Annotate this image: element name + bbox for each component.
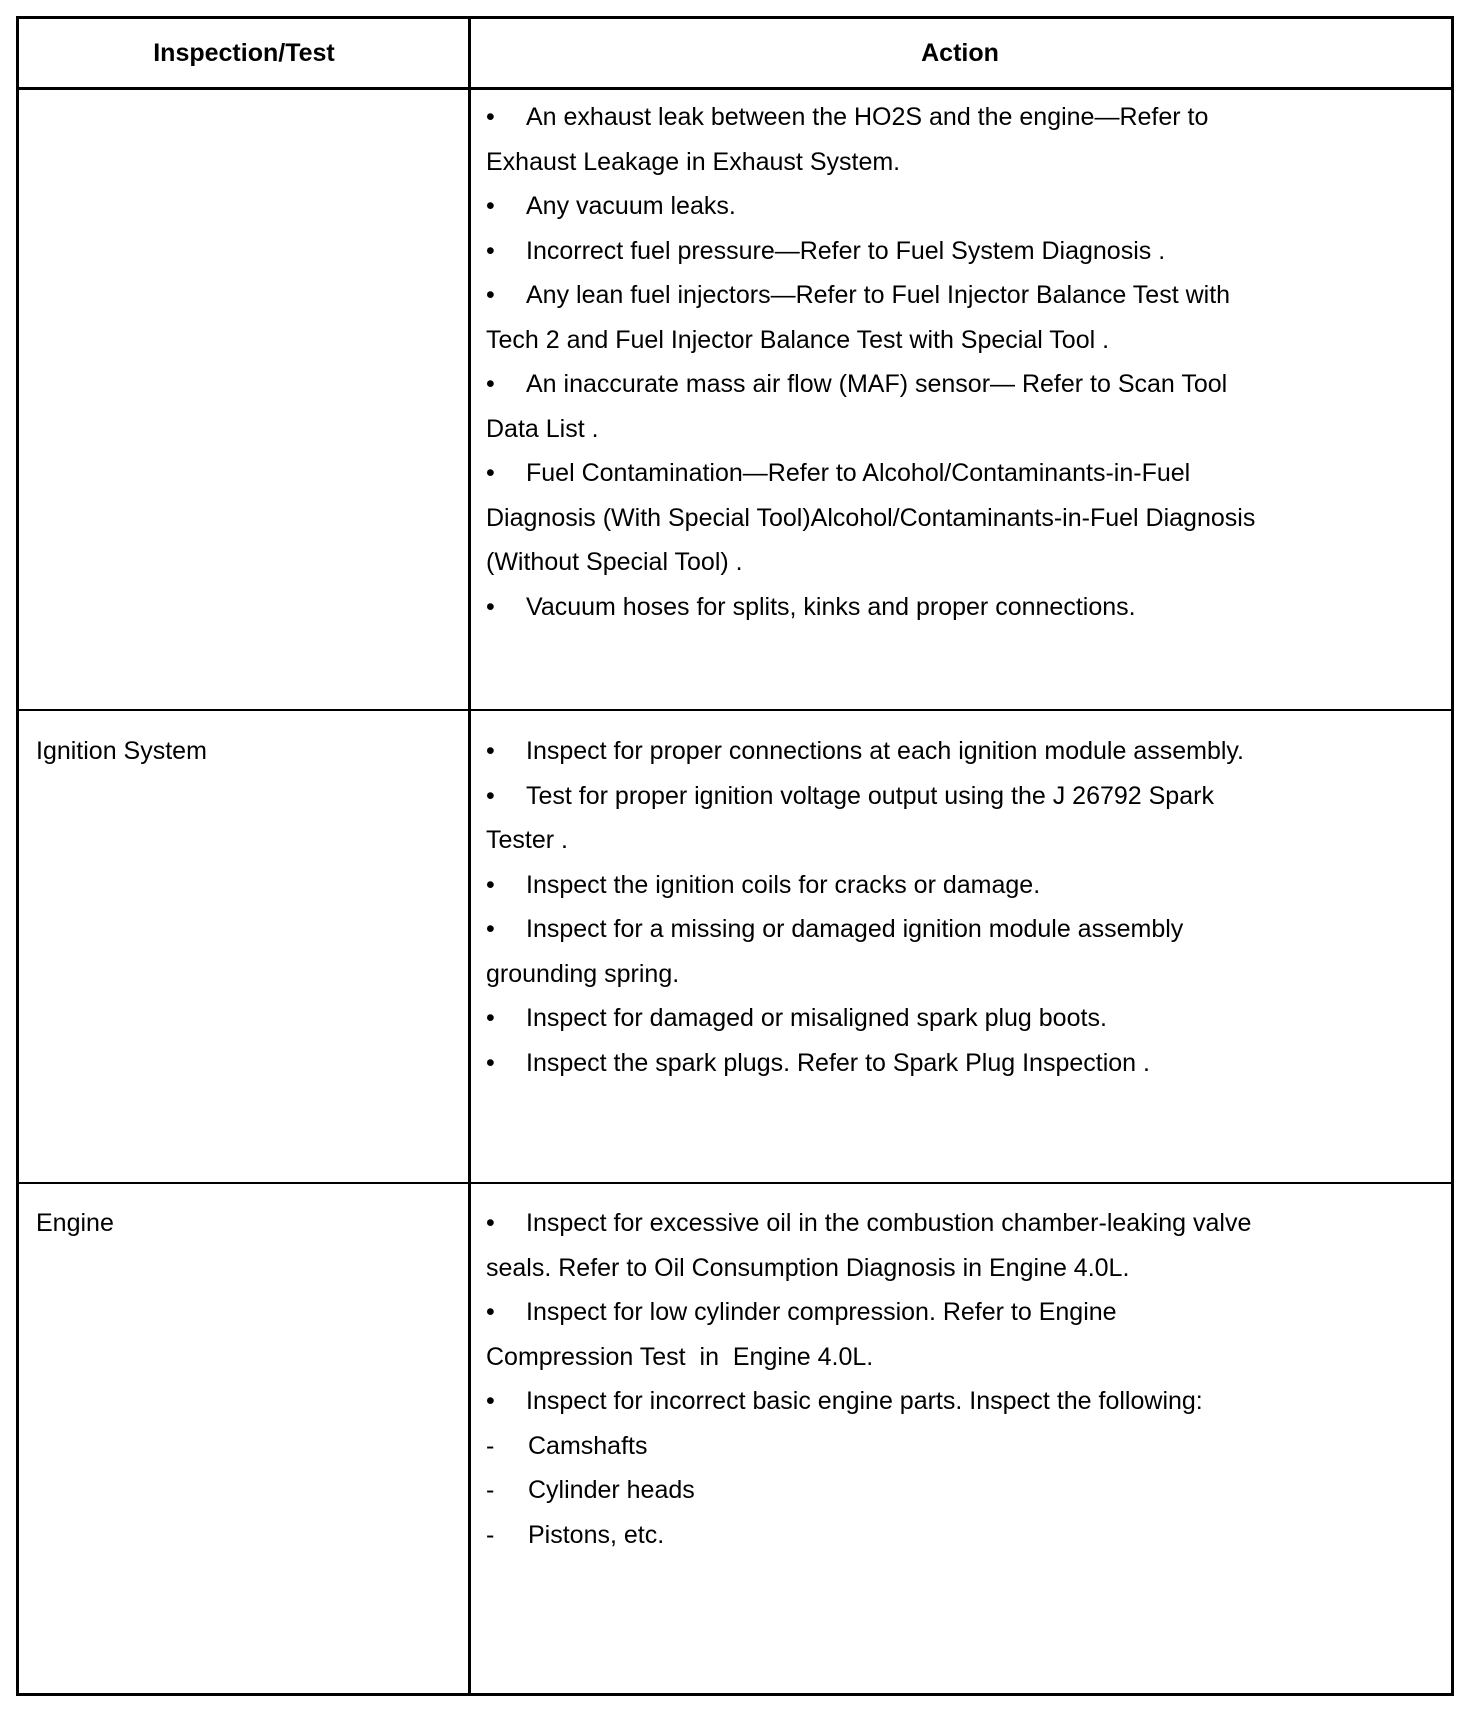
- dash-mark: -: [486, 1431, 495, 1460]
- bullet-mark: •: [486, 870, 495, 899]
- bullet-mark: •: [486, 915, 495, 943]
- action-line: • An exhaust leak between the HO2S and the engine—Refer to: [486, 95, 1386, 140]
- action-line: • Inspect the ignition coils for cracks or damage.: [486, 863, 1386, 908]
- action-line: (Without Special Tool) .: [486, 548, 743, 576]
- action-line: Diagnosis (With Special Tool)Alcohol/Contaminants-in-Fuel Diagnosis: [486, 503, 1256, 532]
- action-line: - Camshafts: [486, 1424, 1386, 1469]
- action-line: Exhaust Leakage in Exhaust System.: [486, 147, 901, 176]
- row-label-ignition-system: Ignition System: [36, 737, 207, 765]
- bullet-mark: •: [486, 1004, 495, 1032]
- bullet-mark: •: [486, 236, 495, 265]
- row-action-engine: [486, 1201, 1386, 1557]
- dash-mark: -: [486, 1476, 495, 1504]
- bullet-mark: •: [486, 1209, 495, 1237]
- column-header-inspection: Inspection/Test: [153, 38, 335, 67]
- bullet-mark: •: [486, 459, 495, 487]
- action-line: • Inspect for excessive oil in the combustion chamber-leaking valve: [486, 1201, 1386, 1246]
- column-header-action: Action: [921, 38, 999, 67]
- action-line: grounding spring.: [486, 959, 680, 988]
- action-line: Compression Test in Engine 4.0L.: [486, 1342, 874, 1371]
- action-line: Tester .: [486, 826, 568, 854]
- column-divider: [468, 90, 471, 1693]
- row-divider: [19, 709, 1451, 711]
- bullet-mark: •: [486, 370, 495, 398]
- bullet-mark: •: [486, 592, 495, 621]
- action-line: - Cylinder heads: [486, 1468, 1386, 1513]
- dash-mark: -: [486, 1520, 495, 1549]
- action-line: • An inaccurate mass air flow (MAF) sensor— Refer to Scan Tool: [486, 362, 1386, 407]
- action-line: • Inspect the spark plugs. Refer to Spark Plug Inspection .: [486, 1041, 1386, 1086]
- bullet-mark: •: [486, 1298, 495, 1326]
- header-divider: [19, 87, 1451, 90]
- action-line: Tech 2 and Fuel Injector Balance Test with Special Tool .: [486, 325, 1110, 354]
- action-line: • Incorrect fuel pressure—Refer to Fuel System Diagnosis .: [486, 229, 1386, 274]
- bullet-mark: •: [486, 192, 495, 220]
- action-line: • Any vacuum leaks.: [486, 184, 1386, 229]
- action-line: • Inspect for proper connections at each ignition module assembly.: [486, 729, 1386, 774]
- row-action-ignition-system: [486, 729, 1386, 1085]
- action-line: • Test for proper ignition voltage output using the J 26792 Spark: [486, 774, 1386, 819]
- action-line: • Vacuum hoses for splits, kinks and proper connections.: [486, 585, 1386, 630]
- row-divider: [19, 1182, 1451, 1184]
- bullet-mark: •: [486, 1387, 495, 1415]
- bullet-mark: •: [486, 1048, 495, 1077]
- action-line: • Fuel Contamination—Refer to Alcohol/Contaminants-in-Fuel: [486, 451, 1386, 496]
- bullet-mark: •: [486, 781, 495, 810]
- row-label-engine: Engine: [36, 1209, 114, 1237]
- action-line: • Inspect for low cylinder compression. Refer to Engine: [486, 1290, 1386, 1335]
- bullet-mark: •: [486, 103, 495, 131]
- inspection-table: [16, 16, 1454, 1696]
- action-line: seals. Refer to Oil Consumption Diagnosis in Engine 4.0L.: [486, 1253, 1130, 1282]
- bullet-mark: •: [486, 737, 495, 765]
- action-line: • Inspect for a missing or damaged ignition module assembly: [486, 907, 1386, 952]
- action-line: • Inspect for incorrect basic engine parts. Inspect the following:: [486, 1379, 1386, 1424]
- action-line: - Pistons, etc.: [486, 1513, 1386, 1558]
- row-action-fuel-exhaust: [486, 95, 1386, 629]
- bullet-mark: •: [486, 281, 495, 309]
- header-column-divider: [468, 19, 471, 87]
- action-line: Data List .: [486, 414, 599, 443]
- action-line: • Inspect for damaged or misaligned spark plug boots.: [486, 996, 1386, 1041]
- action-line: • Any lean fuel injectors—Refer to Fuel Injector Balance Test with: [486, 273, 1386, 318]
